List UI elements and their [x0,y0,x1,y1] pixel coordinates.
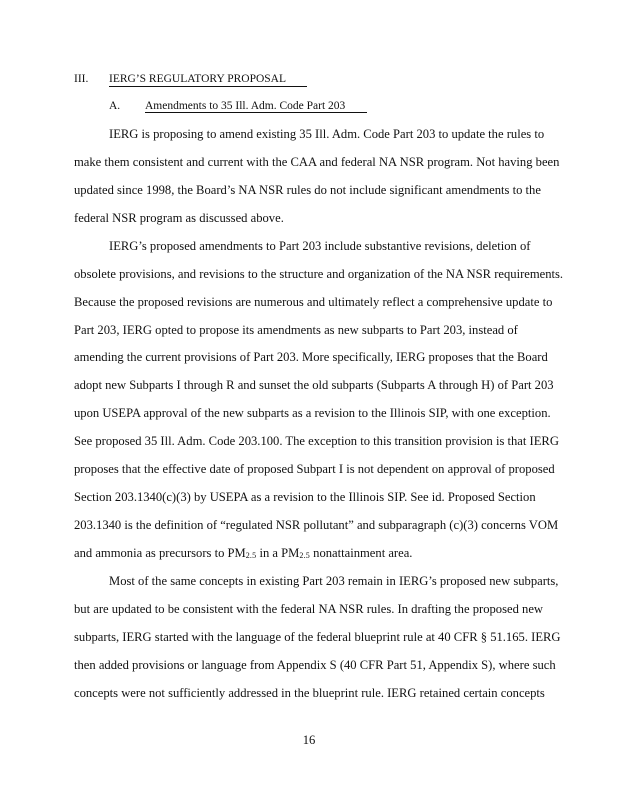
section-title: IERG’S REGULATORY PROPOSAL [109,73,286,85]
body-line: obsolete provisions, and revisions to the structure and organization of the NA NSR requirements. [74,267,564,281]
pm-line-part3: nonattainment area. [310,546,413,560]
body-line: IERG’s proposed amendments to Part 203 include substantive revisions, deletion of [109,239,531,253]
body-line: but are updated to be consistent with the federal NA NSR rules. In drafting the proposed new [74,602,543,616]
subsection-title: Amendments to 35 Ill. Adm. Code Part 203 [145,100,346,112]
pm-subscript-2: 2.5 [299,551,310,560]
body-line: upon USEPA approval of the new subparts as a revision to the Illinois SIP, with one exception. [74,406,551,420]
body-line: amending the current provisions of Part 203. More specifically, IERG proposes that the Board [74,350,548,364]
subsection-title-underline [145,112,367,113]
body-line: Because the proposed revisions are numerous and ultimately reflect a comprehensive update to [74,295,553,309]
pm-line-part2: in a PM [256,546,300,560]
body-line: adopt new Subparts I through R and sunset the old subparts (Subparts A through H) of Part 203 [74,378,554,392]
pm-line-part1: and ammonia as precursors to PM [74,546,246,560]
body-line: then added provisions or language from Appendix S (40 CFR Part 51, Appendix S), where such [74,658,556,672]
body-line: updated since 1998, the Board’s NA NSR rules do not include significant amendments to the [74,183,541,197]
body-line: subparts, IERG started with the language of the federal blueprint rule at 40 CFR § 51.165. IERG [74,630,561,644]
pm-subscript-1: 2.5 [245,551,257,560]
body-line: Part 203, IERG opted to propose its amendments as new subparts to Part 203, instead of [74,323,518,337]
page-number: 16 [302,733,316,747]
body-line: concepts were not sufficiently addressed in the blueprint rule. IERG retained certain concepts [74,686,545,700]
body-line: Section 203.1340(c)(3) by USEPA as a revision to the Illinois SIP. See id. Proposed Section [74,490,536,504]
body-line: make them consistent and current with the CAA and federal NA NSR program. Not having been [74,155,560,169]
body-line: Most of the same concepts in existing Part 203 remain in IERG’s proposed new subparts, [109,574,559,588]
body-line: proposes that the effective date of proposed Subpart I is not dependent on approval of proposed [74,462,555,476]
body-line: federal NSR program as discussed above. [74,211,284,225]
body-line-pm [74,546,412,563]
subsection-letter: A. [109,100,121,112]
section-number: III. [74,73,89,85]
body-line: 203.1340 is the definition of “regulated NSR pollutant” and subparagraph (c)(3) concerns VOM [74,518,559,532]
body-line: IERG is proposing to amend existing 35 Ill. Adm. Code Part 203 to update the rules to [109,127,545,141]
section-title-underline [109,86,307,87]
body-line: See proposed 35 Ill. Adm. Code 203.100. The exception to this transition provision is that IERG [74,434,559,448]
